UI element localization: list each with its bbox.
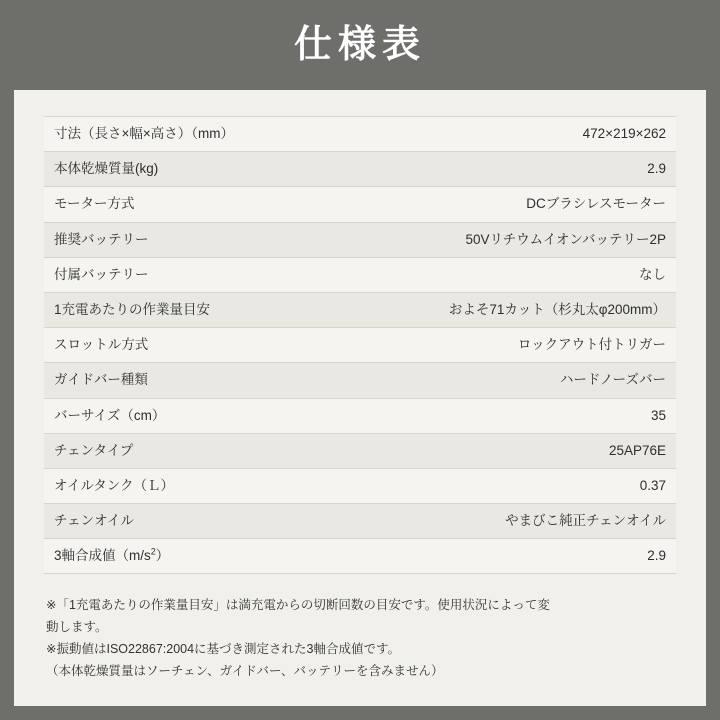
spec-value: 25AP76E (608, 442, 666, 458)
table-row (44, 292, 676, 327)
table-row (44, 187, 676, 222)
spec-value: 472×219×262 (582, 126, 666, 141)
spec-content-panel (14, 90, 706, 706)
spec-value: やまびこ純正チェンオイル (505, 513, 666, 529)
table-row (44, 363, 676, 398)
spec-label: 寸法（長さ×幅×高さ）（mm） (54, 126, 235, 141)
spec-label: ガイドバー種類 (54, 372, 148, 388)
table-row (44, 328, 676, 363)
table-row (44, 257, 676, 292)
page-title: 仕様表 (293, 24, 426, 66)
spec-value: なし (639, 266, 666, 282)
table-row (44, 117, 676, 152)
footnote-line-3: ※振動値はISO22867:2004に基づき測定された3軸合成値です。 (46, 641, 400, 656)
spec-value: およそ71カット（杉丸太φ200mm） (448, 301, 666, 317)
table-row (44, 468, 676, 503)
spec-label: 本体乾燥質量(kg) (54, 161, 159, 177)
spec-value: 2.9 (647, 161, 666, 177)
spec-label: 推奨バッテリー (54, 231, 149, 247)
spec-value: ハードノーズバー (559, 372, 666, 388)
spec-value: DCブラシレスモーター (526, 196, 666, 212)
footnote-line-1: ※「1充電あたりの作業量目安」は満充電からの切断回数の目安です。使用状況によって変 (46, 598, 550, 613)
specifications-table (44, 116, 676, 574)
spec-value: 2.9 (647, 548, 666, 564)
table-row (44, 152, 676, 187)
page-header (0, 0, 720, 90)
table-row (44, 504, 676, 539)
table-row (44, 433, 676, 468)
table-row (44, 222, 676, 257)
spec-value: ロックアウト付トリガー (517, 337, 666, 353)
spec-value: 50Vリチウムイオンバッテリー2P (465, 231, 666, 247)
superscript-two: 2 (150, 546, 156, 557)
spec-label: チェンタイプ (54, 442, 134, 458)
spec-label: バーサイズ（cm） (54, 407, 166, 423)
spec-value: 35 (650, 407, 666, 423)
spec-label-vibration: 3軸合成値$(m/s^2)$ (54, 546, 170, 564)
spec-label: 付属バッテリー (54, 266, 149, 282)
spec-label: チェンオイル (54, 513, 134, 529)
spec-label: スロットル方式 (54, 337, 149, 353)
spec-label: 1充電あたりの作業量目安 (54, 301, 211, 317)
spec-label: モーター方式 (54, 196, 135, 212)
spec-value: 0.37 (639, 477, 666, 493)
footnote-line-4: （本体乾燥質量はソーチェン、ガイドバー、バッテリーを含みません） (46, 663, 444, 678)
table-row (44, 398, 676, 433)
footnote-line-2: 動します。 (46, 620, 108, 635)
spec-label: オイルタンク（Ｌ） (54, 477, 175, 493)
footnotes (44, 596, 676, 683)
table-row (44, 539, 676, 574)
